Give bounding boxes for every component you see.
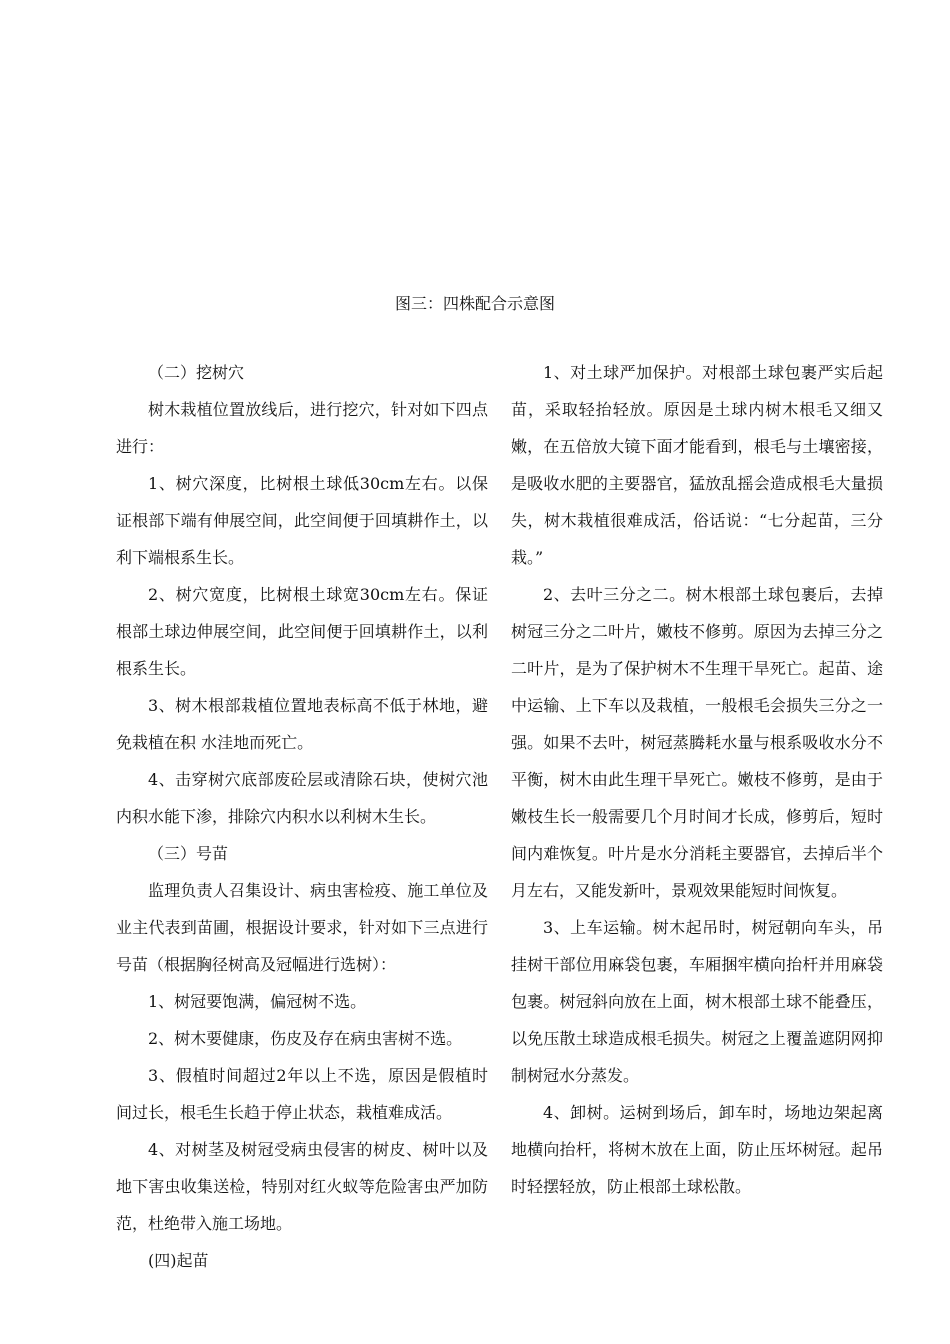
section-heading-dig-holes: （二）挖树穴	[148, 363, 245, 382]
section-heading-mark-seedlings: （三）号苗	[148, 844, 229, 863]
section-heading-lift-seedlings: (四)起苗	[148, 1251, 209, 1270]
paragraph: 2、树穴宽度，比树根土球宽30cm左右。保证根部土球边伸展空间，此空间便于回填耕作土，以利根系生长。	[116, 585, 488, 678]
paragraph: 3、上车运输。树木起吊时，树冠朝向车头，吊挂树干部位用麻袋包裹，车厢捆牢横向抬杆并用麻袋包裹。树冠斜向放在上面，树木根部土球不能叠压，以免压散土球造成根毛损失。树冠之上覆盖遮阴网抑制树冠水分蒸发。	[511, 918, 883, 1085]
paragraph: 4、卸树。运树到场后，卸车时，场地边架起离地横向抬杆，将树木放在上面，防止压坏树冠。起吊时轻摆轻放，防止根部土球松散。	[511, 1103, 883, 1196]
paragraph: 2、去叶三分之二。树木根部土球包裹后，去掉树冠三分之二叶片，嫩枝不修剪。原因为去掉三分之二叶片，是为了保护树木不生理干旱死亡。起苗、途中运输、上下车以及栽植，一般根毛会损失三分之一强。如果不去叶，树冠蒸腾耗水量与根系吸收水分不平衡，树木由此生理干旱死亡。嫩枝不修剪，是由于嫩枝生长一般需要几个月时间才长成，修剪后，短时间内难恢复。叶片是水分消耗主要器官，去掉后半个月左右，又能发新叶，景观效果能短时间恢复。	[511, 585, 883, 900]
paragraph: 1、对土球严加保护。对根部土球包裹严实后起苗，采取轻抬轻放。原因是土球内树木根毛又细又嫩，在五倍放大镜下面才能看到，根毛与土壤密接，是吸收水肥的主要器官，猛放乱摇会造成根毛大量损失，树木栽植很难成活，俗话说：“七分起苗，三分栽。”	[511, 363, 883, 567]
right-column	[511, 354, 883, 1205]
paragraph: 4、对树茎及树冠受病虫侵害的树皮、树叶以及地下害虫收集送检，特别对红火蚁等危险害虫严加防范，杜绝带入施工场地。	[116, 1140, 488, 1233]
left-column	[116, 354, 488, 1279]
paragraph: 树木栽植位置放线后，进行挖穴，针对如下四点进行：	[116, 400, 488, 456]
figure-caption: 图三：四株配合示意图	[394, 294, 555, 313]
paragraph: 1、树冠要饱满，偏冠树不选。	[148, 992, 367, 1011]
paragraph: 3、假植时间超过2年以上不选，原因是假植时间过长，根毛生长趋于停止状态，栽植难成活。	[116, 1066, 488, 1122]
paragraph: 1、树穴深度，比树根土球低30cm左右。以保证根部下端有伸展空间，此空间便于回填耕作土，以利下端根系生长。	[116, 474, 488, 567]
paragraph: 监理负责人召集设计、病虫害检疫、施工单位及业主代表到苗圃，根据设计要求，针对如下三点进行号苗（根据胸径树高及冠幅进行选树）：	[116, 881, 488, 974]
paragraph: 2、树木要健康，伤皮及存在病虫害树不选。	[148, 1029, 463, 1048]
paragraph: 4、击穿树穴底部废砼层或清除石块，使树穴池内积水能下渗，排除穴内积水以利树木生长。	[116, 770, 488, 826]
paragraph: 3、树木根部栽植位置地表标高不低于林地，避免栽植在积 水洼地而死亡。	[116, 696, 488, 752]
